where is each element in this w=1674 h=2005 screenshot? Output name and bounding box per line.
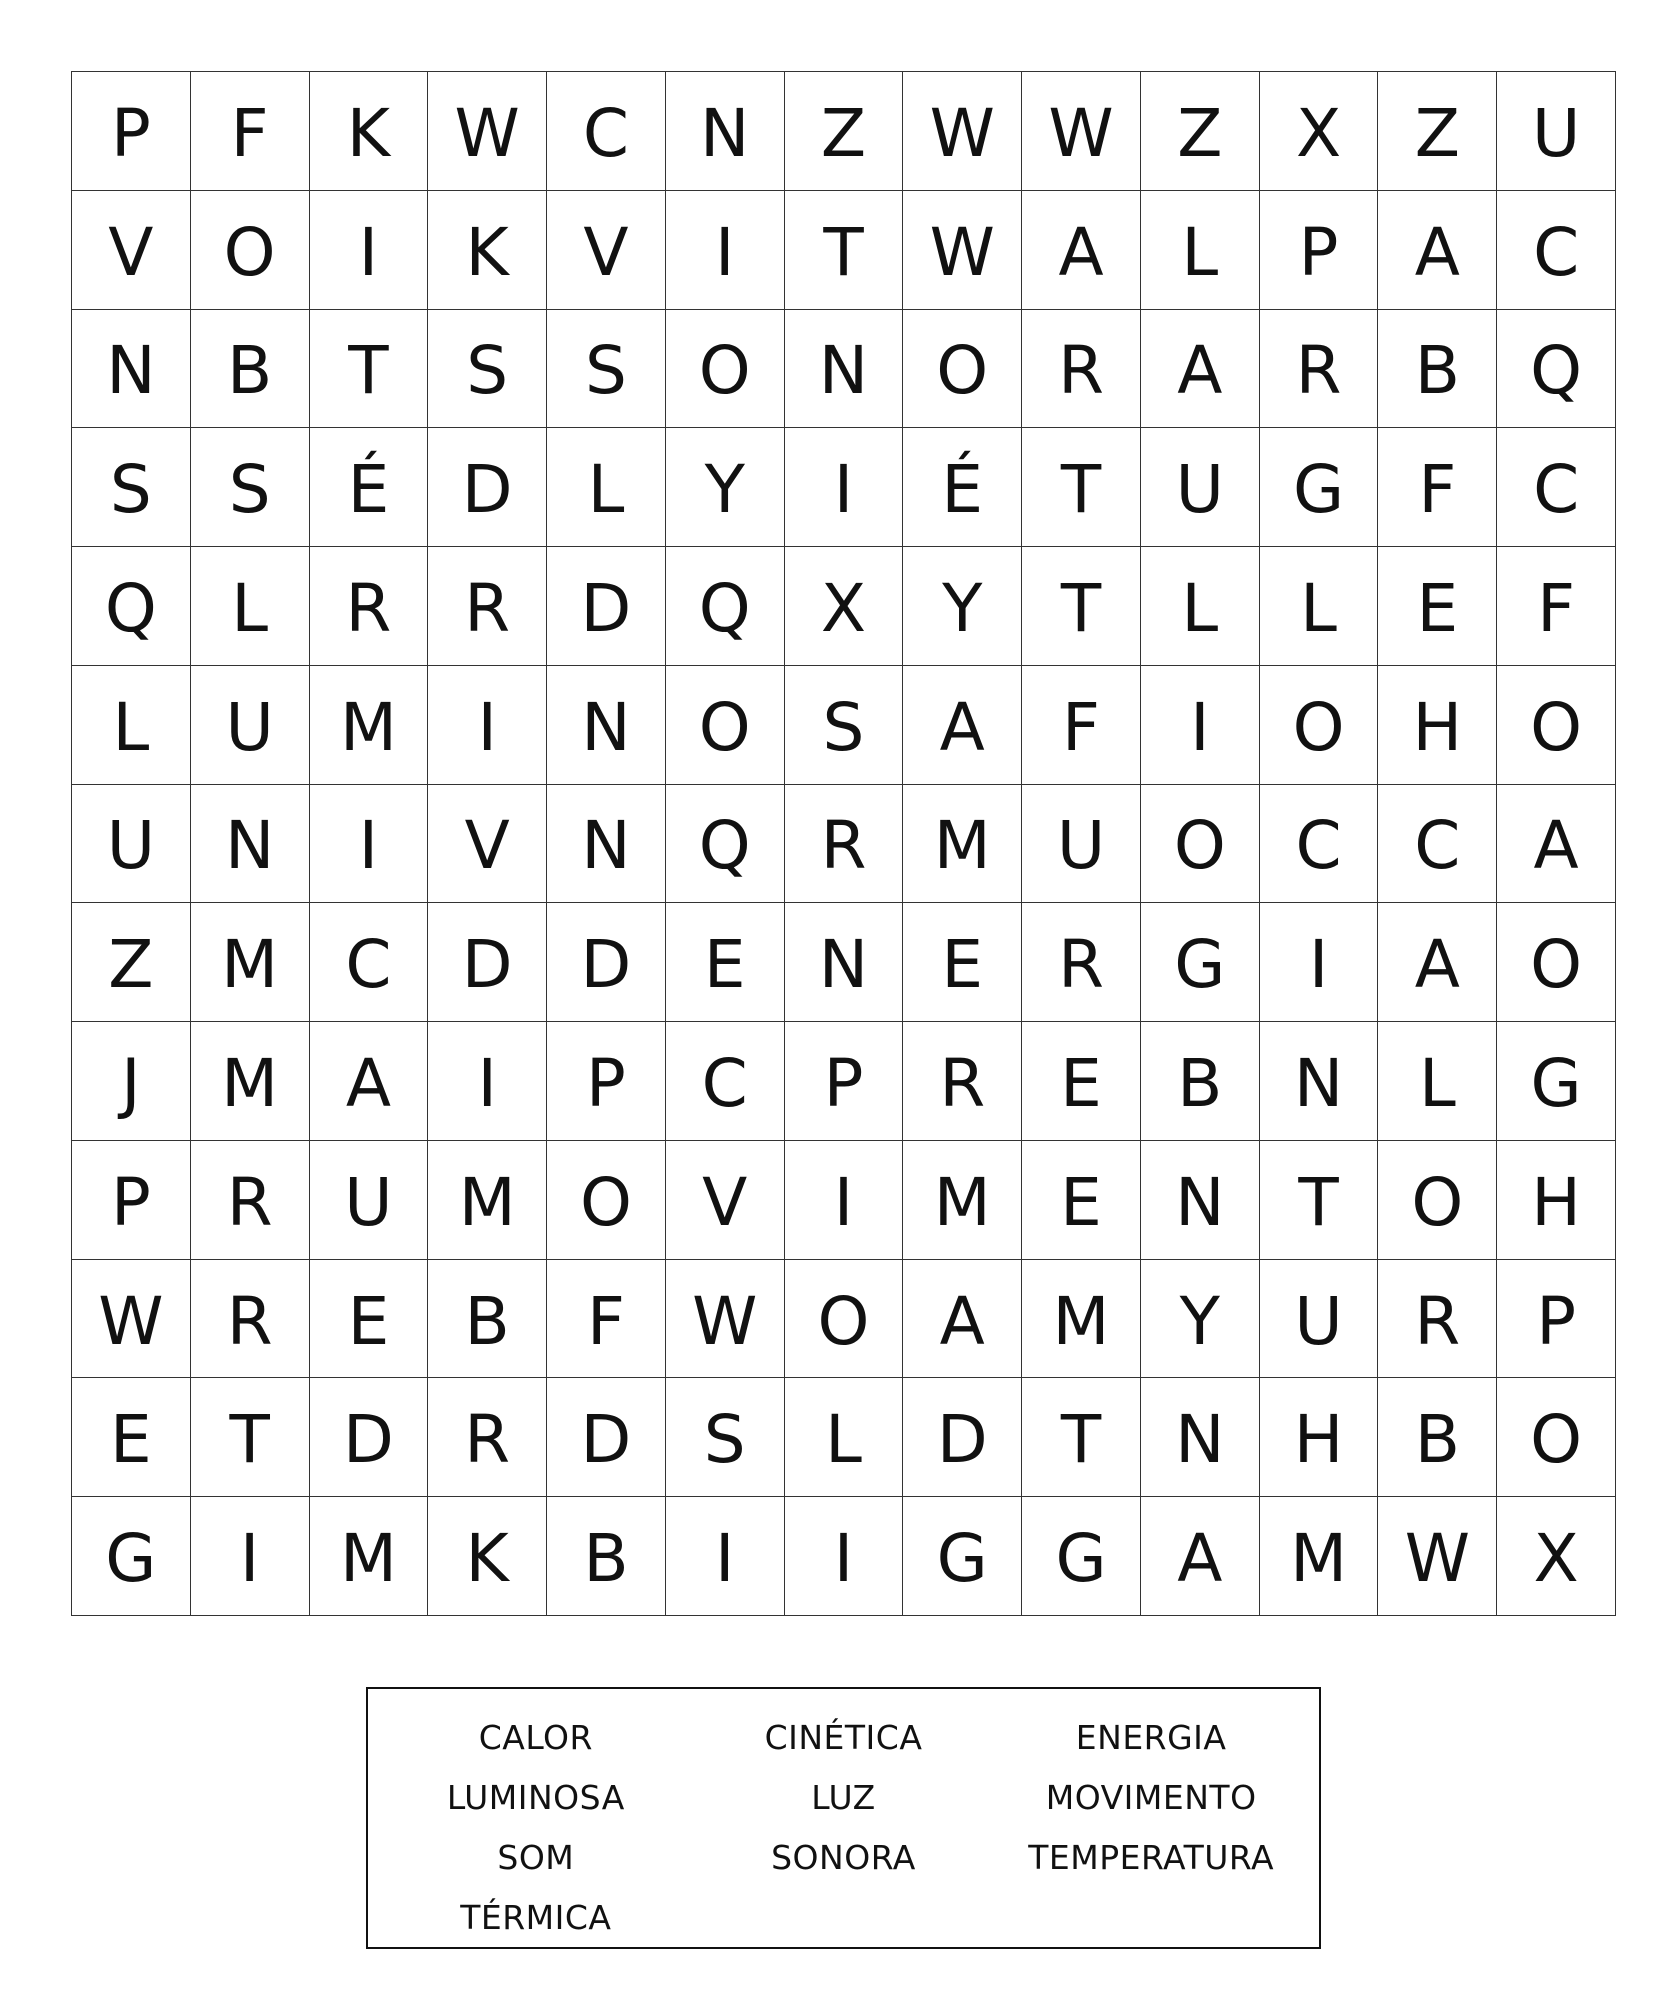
grid-cell[interactable]: Q: [72, 547, 191, 666]
grid-cell[interactable]: D: [547, 547, 666, 666]
grid-cell[interactable]: M: [1260, 1497, 1379, 1616]
grid-cell[interactable]: L: [1141, 547, 1260, 666]
grid-cell[interactable]: T: [1022, 428, 1141, 547]
word-list-item: LUZ: [811, 1777, 876, 1817]
grid-cell[interactable]: P: [1260, 191, 1379, 310]
grid-cell[interactable]: R: [1022, 310, 1141, 429]
grid-cell[interactable]: B: [1378, 310, 1497, 429]
grid-cell[interactable]: A: [1022, 191, 1141, 310]
grid-cell[interactable]: O: [1378, 1141, 1497, 1260]
grid-cell[interactable]: A: [903, 666, 1022, 785]
grid-cell[interactable]: M: [903, 785, 1022, 904]
grid-cell[interactable]: C: [310, 903, 429, 1022]
grid-cell[interactable]: O: [785, 1260, 904, 1379]
grid-cell[interactable]: L: [1260, 547, 1379, 666]
grid-cell[interactable]: E: [1022, 1141, 1141, 1260]
grid-cell[interactable]: O: [1141, 785, 1260, 904]
grid-cell[interactable]: K: [310, 72, 429, 191]
grid-cell[interactable]: Z: [1378, 72, 1497, 191]
grid-cell[interactable]: D: [428, 903, 547, 1022]
grid-cell[interactable]: Y: [903, 547, 1022, 666]
grid-cell[interactable]: N: [785, 903, 904, 1022]
grid-cell[interactable]: O: [1497, 903, 1616, 1022]
grid-cell[interactable]: J: [72, 1022, 191, 1141]
grid-cell[interactable]: U: [1141, 428, 1260, 547]
grid-cell[interactable]: D: [428, 428, 547, 547]
grid-cell[interactable]: C: [1497, 428, 1616, 547]
grid-cell[interactable]: E: [1022, 1022, 1141, 1141]
grid-cell[interactable]: O: [1260, 666, 1379, 785]
grid-cell[interactable]: O: [1497, 666, 1616, 785]
grid-cell[interactable]: A: [1497, 785, 1616, 904]
grid-cell[interactable]: F: [1378, 428, 1497, 547]
grid-cell[interactable]: A: [1378, 903, 1497, 1022]
grid-cell[interactable]: R: [191, 1141, 310, 1260]
grid-cell[interactable]: O: [666, 666, 785, 785]
grid-cell[interactable]: G: [72, 1497, 191, 1616]
grid-cell[interactable]: M: [903, 1141, 1022, 1260]
grid-cell[interactable]: A: [310, 1022, 429, 1141]
grid-cell[interactable]: C: [666, 1022, 785, 1141]
grid-cell[interactable]: R: [1378, 1260, 1497, 1379]
grid-cell[interactable]: R: [191, 1260, 310, 1379]
grid-cell[interactable]: G: [1141, 903, 1260, 1022]
grid-cell[interactable]: V: [428, 785, 547, 904]
grid-cell[interactable]: R: [1260, 310, 1379, 429]
word-list-item: LUMINOSA: [446, 1777, 625, 1817]
grid-cell[interactable]: É: [903, 428, 1022, 547]
grid-cell[interactable]: F: [547, 1260, 666, 1379]
grid-cell[interactable]: W: [666, 1260, 785, 1379]
grid-cell[interactable]: Y: [666, 428, 785, 547]
grid-cell[interactable]: I: [666, 191, 785, 310]
grid-cell[interactable]: E: [310, 1260, 429, 1379]
word-search-grid: [71, 71, 1616, 1616]
grid-cell[interactable]: T: [785, 191, 904, 310]
grid-cell[interactable]: Z: [1141, 72, 1260, 191]
grid-cell[interactable]: A: [1378, 191, 1497, 310]
grid-cell[interactable]: X: [1260, 72, 1379, 191]
grid-cell[interactable]: S: [191, 428, 310, 547]
grid-cell[interactable]: E: [72, 1378, 191, 1497]
grid-cell[interactable]: O: [1497, 1378, 1616, 1497]
grid-cell[interactable]: W: [1022, 72, 1141, 191]
grid-cell[interactable]: Y: [1141, 1260, 1260, 1379]
grid-cell[interactable]: É: [310, 428, 429, 547]
grid-cell[interactable]: U: [191, 666, 310, 785]
grid-cell[interactable]: I: [785, 1497, 904, 1616]
grid-cell[interactable]: N: [547, 666, 666, 785]
grid-cell[interactable]: E: [903, 903, 1022, 1022]
grid-cell[interactable]: V: [547, 191, 666, 310]
grid-cell[interactable]: W: [1378, 1497, 1497, 1616]
grid-cell[interactable]: C: [547, 72, 666, 191]
grid-cell[interactable]: A: [1141, 310, 1260, 429]
grid-cell[interactable]: I: [785, 428, 904, 547]
grid-cell[interactable]: I: [310, 785, 429, 904]
grid-cell[interactable]: W: [903, 191, 1022, 310]
grid-cell[interactable]: R: [1022, 903, 1141, 1022]
grid-cell[interactable]: B: [428, 1260, 547, 1379]
grid-cell[interactable]: I: [191, 1497, 310, 1616]
grid-cell[interactable]: S: [72, 428, 191, 547]
word-list-item: SOM: [497, 1837, 575, 1877]
word-list-item: MOVIMENTO: [1045, 1777, 1257, 1817]
grid-cell[interactable]: T: [1022, 1378, 1141, 1497]
grid-cell[interactable]: A: [1141, 1497, 1260, 1616]
grid-cell[interactable]: B: [1141, 1022, 1260, 1141]
grid-cell[interactable]: C: [1497, 191, 1616, 310]
grid-cell[interactable]: T: [310, 310, 429, 429]
grid-cell[interactable]: N: [666, 72, 785, 191]
grid-cell[interactable]: Q: [1497, 310, 1616, 429]
grid-cell[interactable]: Z: [785, 72, 904, 191]
grid-cell[interactable]: P: [72, 1141, 191, 1260]
grid-cell[interactable]: B: [547, 1497, 666, 1616]
grid-cell[interactable]: L: [1141, 191, 1260, 310]
grid-cell[interactable]: P: [1497, 1260, 1616, 1379]
grid-cell[interactable]: L: [1378, 1022, 1497, 1141]
grid-cell[interactable]: D: [547, 1378, 666, 1497]
grid-cell[interactable]: W: [72, 1260, 191, 1379]
grid-cell[interactable]: U: [1497, 72, 1616, 191]
grid-cell[interactable]: P: [547, 1022, 666, 1141]
grid-cell[interactable]: Q: [666, 785, 785, 904]
grid-cell[interactable]: I: [1260, 903, 1379, 1022]
grid-cell[interactable]: W: [428, 72, 547, 191]
grid-cell[interactable]: Z: [72, 903, 191, 1022]
grid-cell[interactable]: I: [666, 1497, 785, 1616]
grid-cell[interactable]: R: [785, 785, 904, 904]
grid-cell[interactable]: T: [1022, 547, 1141, 666]
grid-cell[interactable]: L: [785, 1378, 904, 1497]
grid-cell[interactable]: F: [1497, 547, 1616, 666]
grid-cell[interactable]: U: [1022, 785, 1141, 904]
grid-cell[interactable]: N: [1141, 1141, 1260, 1260]
grid-cell[interactable]: P: [72, 72, 191, 191]
grid-cell[interactable]: E: [666, 903, 785, 1022]
grid-cell[interactable]: U: [310, 1141, 429, 1260]
grid-cell[interactable]: I: [1141, 666, 1260, 785]
grid-cell[interactable]: D: [903, 1378, 1022, 1497]
grid-cell[interactable]: L: [547, 428, 666, 547]
grid-cell[interactable]: X: [1497, 1497, 1616, 1616]
grid-cell[interactable]: B: [1378, 1378, 1497, 1497]
grid-cell[interactable]: E: [1378, 547, 1497, 666]
grid-cell[interactable]: S: [785, 666, 904, 785]
grid-cell[interactable]: T: [1260, 1141, 1379, 1260]
grid-cell[interactable]: H: [1378, 666, 1497, 785]
grid-cell[interactable]: I: [785, 1141, 904, 1260]
grid-cell[interactable]: D: [547, 903, 666, 1022]
grid-cell[interactable]: F: [191, 72, 310, 191]
word-list-item: TÉRMICA: [460, 1897, 612, 1937]
word-list: [366, 1687, 1321, 1949]
grid-cell[interactable]: X: [785, 547, 904, 666]
grid-cell[interactable]: O: [191, 191, 310, 310]
grid-cell[interactable]: I: [310, 191, 429, 310]
grid-cell[interactable]: G: [1022, 1497, 1141, 1616]
grid-cell[interactable]: R: [310, 547, 429, 666]
grid-cell[interactable]: L: [72, 666, 191, 785]
grid-cell[interactable]: C: [1378, 785, 1497, 904]
grid-cell[interactable]: I: [428, 666, 547, 785]
grid-cell[interactable]: G: [903, 1497, 1022, 1616]
grid-cell[interactable]: M: [191, 1022, 310, 1141]
grid-cell[interactable]: N: [1141, 1378, 1260, 1497]
grid-cell[interactable]: N: [1260, 1022, 1379, 1141]
grid-cell[interactable]: M: [1022, 1260, 1141, 1379]
grid-cell[interactable]: K: [428, 1497, 547, 1616]
grid-cell[interactable]: R: [428, 547, 547, 666]
grid-cell[interactable]: O: [903, 310, 1022, 429]
grid-cell[interactable]: S: [428, 310, 547, 429]
grid-cell[interactable]: M: [428, 1141, 547, 1260]
word-list-item: ENERGIA: [1075, 1717, 1227, 1757]
grid-cell[interactable]: O: [547, 1141, 666, 1260]
grid-cell[interactable]: M: [191, 903, 310, 1022]
grid-cell[interactable]: V: [666, 1141, 785, 1260]
grid-cell[interactable]: U: [72, 785, 191, 904]
grid-cell[interactable]: L: [191, 547, 310, 666]
grid-cell[interactable]: S: [666, 1378, 785, 1497]
grid-cell[interactable]: M: [310, 666, 429, 785]
grid-cell[interactable]: S: [547, 310, 666, 429]
grid-cell[interactable]: N: [191, 785, 310, 904]
grid-cell[interactable]: T: [191, 1378, 310, 1497]
grid-cell[interactable]: D: [310, 1378, 429, 1497]
word-list-item: CALOR: [478, 1717, 593, 1757]
grid-cell[interactable]: V: [72, 191, 191, 310]
word-list-item: TEMPERATURA: [1028, 1837, 1275, 1877]
grid-cell[interactable]: B: [191, 310, 310, 429]
grid-cell[interactable]: G: [1497, 1022, 1616, 1141]
grid-cell[interactable]: O: [666, 310, 785, 429]
grid-cell[interactable]: N: [547, 785, 666, 904]
grid-cell[interactable]: C: [1260, 785, 1379, 904]
grid-cell[interactable]: G: [1260, 428, 1379, 547]
grid-cell[interactable]: F: [1022, 666, 1141, 785]
grid-cell[interactable]: W: [903, 72, 1022, 191]
word-list-item: CINÉTICA: [764, 1717, 923, 1757]
grid-cell[interactable]: K: [428, 191, 547, 310]
grid-cell[interactable]: Q: [666, 547, 785, 666]
word-list-item: SONORA: [771, 1837, 916, 1877]
grid-cell[interactable]: M: [310, 1497, 429, 1616]
grid-cell[interactable]: A: [903, 1260, 1022, 1379]
grid-cell[interactable]: N: [72, 310, 191, 429]
grid-cell[interactable]: R: [428, 1378, 547, 1497]
grid-cell[interactable]: U: [1260, 1260, 1379, 1379]
grid-cell[interactable]: H: [1260, 1378, 1379, 1497]
grid-cell[interactable]: P: [785, 1022, 904, 1141]
grid-cell[interactable]: I: [428, 1022, 547, 1141]
grid-cell[interactable]: R: [903, 1022, 1022, 1141]
grid-cell[interactable]: H: [1497, 1141, 1616, 1260]
grid-cell[interactable]: N: [785, 310, 904, 429]
